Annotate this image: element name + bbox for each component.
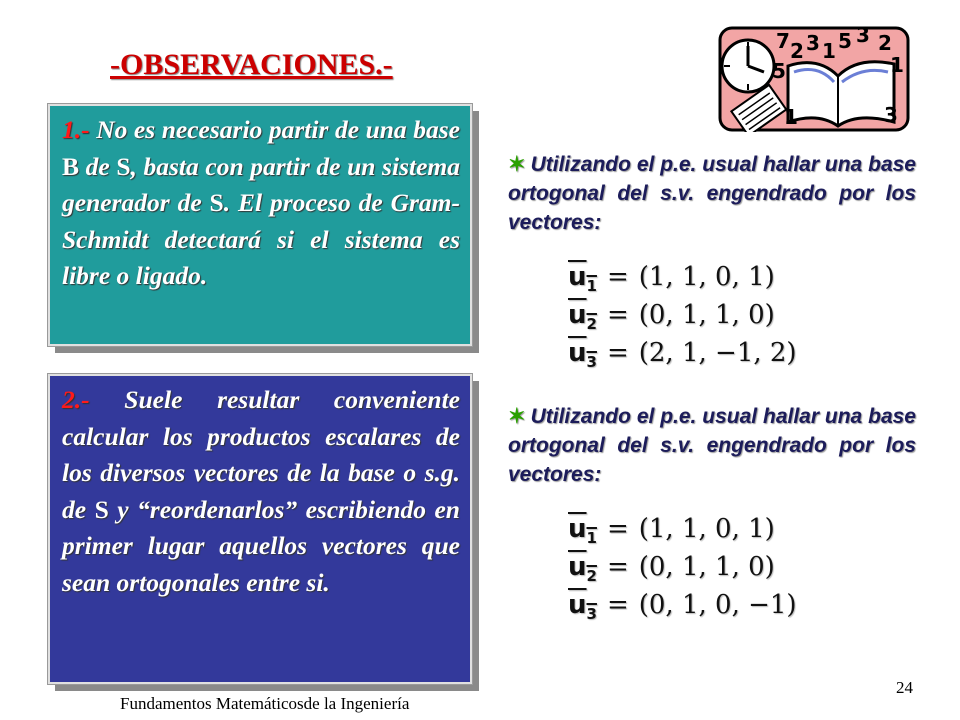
exercise-2-vectors — [568, 510, 797, 624]
clock-book-clipart-icon — [718, 26, 910, 132]
exercise-1-vectors — [568, 258, 797, 372]
observation-2-text-a: Suele resultar conveniente calcular los productos escalares de los diversos vectores de la base o s.g. de — [62, 385, 460, 524]
vector-name: $u_2$ — [568, 300, 597, 334]
exercise-1-text: Utilizando el p.e. usual hallar una base ortogonal del s.v. engendrado por los vectores: — [508, 153, 916, 234]
svg-text:1: 1 — [784, 105, 798, 129]
star-bullet-icon: ✶ — [508, 405, 526, 428]
vector-row: $u_3 = (2$, 1, −1, 2) — [568, 338, 797, 372]
vector-row: $u_2 = (0$, 1, 1, 0) — [568, 552, 775, 586]
observation-1-box — [48, 104, 472, 346]
vector-value: (1, 1, 0, 1) — [638, 514, 775, 544]
observation-1-text-c: , basta con partir de un sistema generador de — [62, 151, 460, 217]
page-number: 24 — [896, 678, 913, 697]
vector-row: $u_3 = (0$, 1, 0, −1) — [568, 590, 797, 624]
observation-1-text-d: . El proceso de Gram-Schmidt detectará si el sistema es libre o ligado. — [62, 188, 460, 290]
svg-text:3: 3 — [856, 26, 870, 47]
vector-value: (2, 1, −1, 2) — [638, 338, 797, 368]
vector-value: (0, 1, 0, −1) — [638, 590, 797, 620]
math-symbol-s: S — [116, 151, 131, 181]
observation-1-number: 1.- — [62, 115, 90, 144]
vector-name: $u_2$ — [568, 552, 597, 586]
observation-2-box — [48, 374, 472, 684]
vector-value: (0, 1, 1, 0) — [638, 552, 775, 582]
vector-name: $u_3$ — [568, 590, 597, 624]
svg-text:2: 2 — [790, 39, 804, 63]
vector-row: $u_1 = (1$, 1, 0, 1) — [568, 514, 775, 548]
observation-1-text-b: de — [79, 151, 117, 181]
math-symbol-b: B — [62, 151, 80, 181]
exercise-2-text: Utilizando el p.e. usual hallar una base ortogonal del s.v. engendrado por los vectores: — [508, 405, 916, 486]
svg-text:2: 2 — [878, 31, 892, 55]
svg-text:1: 1 — [890, 53, 904, 77]
svg-text:3: 3 — [806, 31, 820, 55]
svg-text:1: 1 — [822, 39, 836, 63]
exercise-2-statement — [508, 402, 916, 489]
star-bullet-icon: ✶ — [508, 153, 526, 176]
footer-course-name: Fundamentos Matemáticosde la Ingeniería — [120, 694, 410, 713]
math-symbol-s: S — [94, 494, 109, 524]
svg-text:3: 3 — [884, 103, 898, 127]
observation-1-text-a: No es necesario partir de una base — [89, 115, 460, 144]
svg-text:7: 7 — [776, 29, 790, 53]
exercise-1-statement — [508, 150, 916, 237]
svg-text:5: 5 — [772, 59, 786, 83]
vector-row: $u_2 = (0$, 1, 1, 0) — [568, 300, 775, 334]
observation-2-number: 2.- — [62, 385, 90, 414]
vector-name: $u_1$ — [568, 514, 597, 548]
math-symbol-s: S — [209, 188, 224, 217]
vector-value: (0, 1, 1, 0) — [638, 300, 775, 330]
slide-title: -OBSERVACIONES.- — [110, 48, 393, 81]
vector-value: (1, 1, 0, 1) — [638, 262, 775, 292]
vector-name: $u_3$ — [568, 338, 597, 372]
observation-2-text-b: y “reordenarlos” escribiendo en primer lugar aquellos vectores que sean ortogonales entre si. — [62, 494, 460, 597]
vector-name: $u_1$ — [568, 262, 597, 296]
vector-row: $u_1 = (1$, 1, 0, 1) — [568, 262, 775, 296]
svg-text:5: 5 — [838, 29, 852, 53]
